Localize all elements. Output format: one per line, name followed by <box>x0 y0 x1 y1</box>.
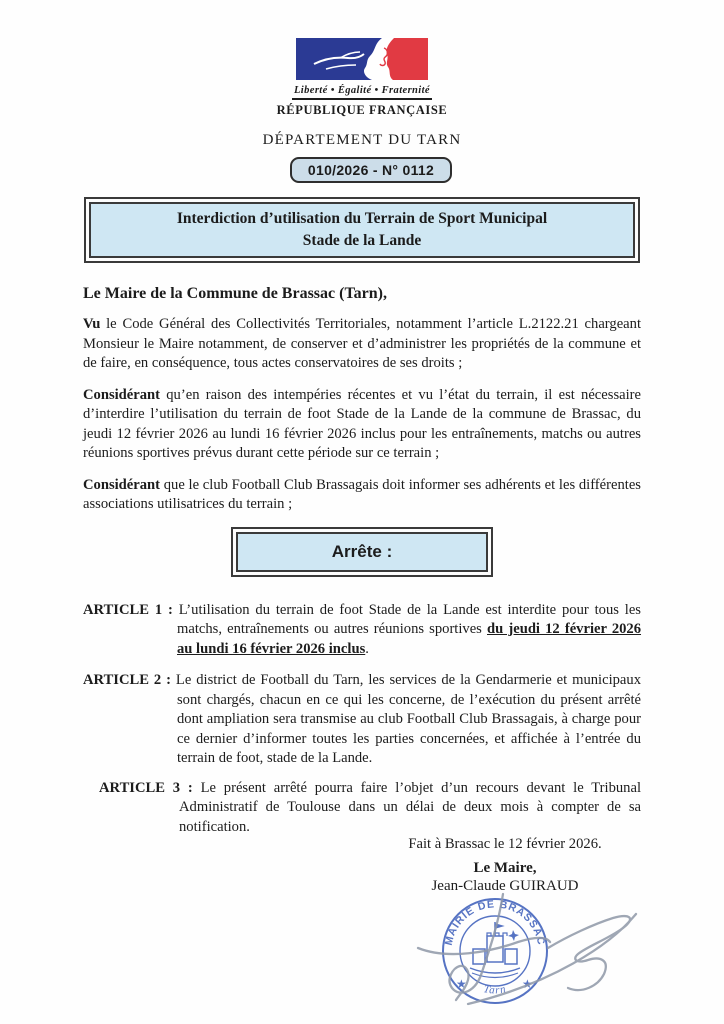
article-3 <box>99 779 641 838</box>
recital-paragraph-considerant-2 <box>83 476 641 515</box>
motto-text: Liberté • Égalité • Fraternité <box>292 85 432 100</box>
article-label: ARTICLE 1 : <box>83 601 173 618</box>
recital-lead: Vu <box>83 316 101 332</box>
title-box <box>84 197 640 263</box>
article-2 <box>83 671 641 769</box>
article-text: Le district de Football du Tarn, les services de la Gendarmerie et municipaux sont chargés, chacun en ce qui les concerne, de l’exécution du présent arrêté dont ampliation sera transmise au club Football Club Brassagais, à charge pour ce dernier d’informer toutes les parties concernées, et affichée à l’entrée du terrain de foot, stade de la Lande. <box>171 672 641 766</box>
stamp-star-right-icon: ★ <box>522 977 533 991</box>
recital-lead: Considérant <box>83 386 161 403</box>
recital-text: qu’en raison des intempéries récentes et vu l’état du terrain, il est nécessaire d’interdire l’utilisation du terrain de foot Stade de la Lande de la commune de Brassac, du jeudi 12 février 2026 au lundi 16 février 2026 inclus pour les entraînements, matchs ou autres réunions sportives prévus durant cette période sur ce terrain ; <box>83 386 641 461</box>
article-tail: . <box>365 640 369 657</box>
decree-heading-box <box>231 527 493 577</box>
article-label: ARTICLE 2 : <box>83 672 171 688</box>
place-date: Fait à Brassac le 12 février 2026. <box>408 836 602 852</box>
reference-box-wrap <box>0 157 724 183</box>
article-emphasis: du jeudi 12 février 2026 au lundi 16 février 2026 inclus <box>177 621 642 657</box>
stamp-top-text: MAIRIE DE BRASSAC <box>442 898 548 947</box>
articles-section <box>83 601 641 838</box>
french-republic-flag-icon <box>296 38 428 80</box>
signatory-title: Le Maire, <box>473 860 537 876</box>
stamp-star-left-icon: ★ <box>456 977 467 991</box>
stamp-bottom-text: Tarn <box>482 983 508 997</box>
signatory-name: Jean-Claude GUIRAUD <box>431 878 579 894</box>
decree-heading: Arrête : <box>236 532 488 572</box>
republic-logo-block <box>0 0 724 118</box>
article-text: Le présent arrêté pourra faire l’objet d’un recours devant le Tribunal Administratif de Toulouse dans un délai de deux mois à compter de sa notification. <box>179 779 641 835</box>
title-line-2: Stade de la Lande <box>302 232 422 249</box>
republic-name: RÉPUBLIQUE FRANÇAISE <box>276 103 448 117</box>
department-title: DÉPARTEMENT DU TARN <box>262 132 462 148</box>
recital-text: que le club Football Club Brassagais doit informer ses adhérents et les différentes associations utilisatrices du terrain ; <box>83 476 641 512</box>
recital-text: le Code Général des Collectivités Territoriales, notamment l’article L.2122.21 chargeant Monsieur le Maire notamment, de conserver et d’administrer les propriétés de la commune et de faire, en conséquence, tous actes conservatoires de ses droits ; <box>83 316 641 371</box>
article-text: L’utilisation du terrain de foot Stade de la Lande est interdite pour tous les matchs, entraînements ou autres réunions sportives <box>172 601 641 637</box>
article-1 <box>83 601 641 660</box>
addressee-heading: Le Maire de la Commune de Brassac (Tarn), <box>83 285 387 302</box>
recital-lead: Considérant <box>83 476 161 493</box>
article-label: ARTICLE 3 : <box>99 779 193 796</box>
reference-number: 010/2026 - N° 0112 <box>290 157 452 183</box>
recital-paragraph-vu <box>83 315 641 374</box>
title-line-1: Interdiction d’utilisation du Terrain de Sport Municipal <box>176 210 548 227</box>
signature-scribble <box>398 888 648 1022</box>
recital-paragraph-considerant-1 <box>83 386 641 464</box>
